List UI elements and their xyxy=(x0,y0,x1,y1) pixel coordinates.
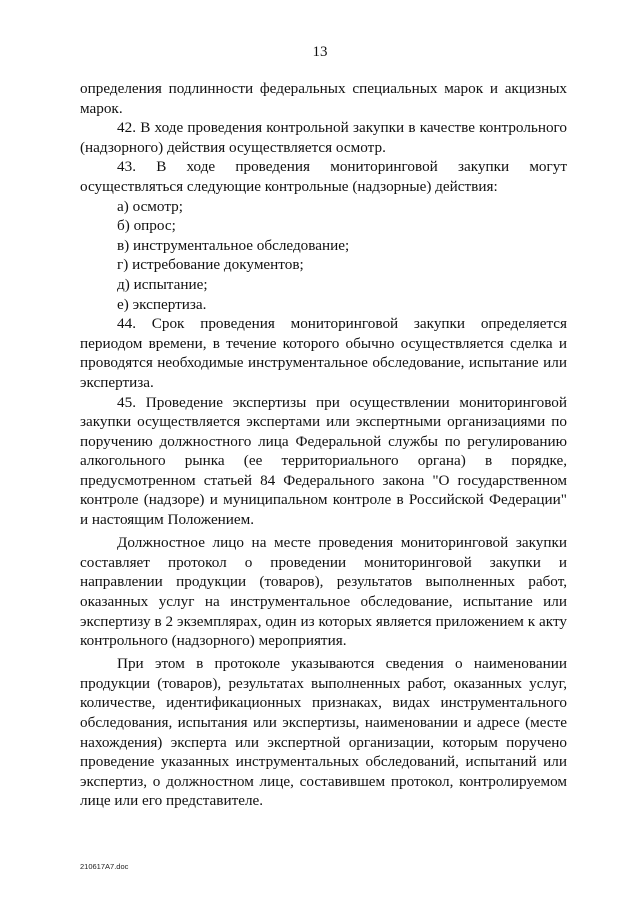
list-item-b: б) опрос; xyxy=(117,217,176,235)
file-name-footer: 210617A7.doc xyxy=(80,862,129,871)
list-item-a: а) осмотр; xyxy=(117,197,183,215)
list-item-v: в) инструментальное обследование; xyxy=(117,236,350,254)
paragraph-44: 44. Срок проведения мониторинговой закупки определяется периодом времени, в течение которого обычно осуществляется сделка и проводятся необходимые инструментальное обследование, испытание или экспертиза. xyxy=(80,315,567,391)
paragraph-protocol-details: При этом в протоколе указываются сведения о наименовании продукции (товаров), результатах выполненных работ, оказанных услуг, количестве, идентификационных признаках, видах инструментального обследования, испытания или экспертизы, наименовании и адресе (месте нахождения) эксперта или экспертной организации, которым поручено проведение указанных инструментальных обследований, испытаний или экспертиз, о должностном лице, составившем протокол, контролируемом лице или его представителе. xyxy=(80,655,567,810)
list-item-g: г) истребование документов; xyxy=(117,256,304,274)
paragraph-42: 42. В ходе проведения контрольной закупки в качестве контрольного (надзорного) действия осуществляется осмотр. xyxy=(80,119,567,156)
paragraph-protocol: Должностное лицо на месте проведения мониторинговой закупки составляет протокол о проведении мониторинговой закупки и направлении продукции (товаров), результатов выполненных работ, оказанных услуг на инструментальное обследование, испытание или экспертизу в 2 экземплярах, один из которых является приложением к акту контрольного (надзорного) мероприятия. xyxy=(80,534,567,650)
paragraph-45: 45. Проведение экспертизы при осуществлении мониторинговой закупки осуществляется экспертами или экспертными организациями по поручению должностного лица Федеральной службы по регулированию алкогольного рынка (ее территориального органа) в порядке, предусмотренном статьей 84 Федерального закона "О государственном контроле (надзоре) и муниципальном контроле в Российской Федерации" и настоящим Положением. xyxy=(80,393,567,529)
list-item-e: е) экспертиза. xyxy=(117,295,207,313)
document-body xyxy=(80,79,567,811)
list-item-d: д) испытание; xyxy=(117,275,208,293)
page-number: 13 xyxy=(312,44,328,60)
paragraph-43: 43. В ходе проведения мониторинговой закупки могут осуществляться следующие контрольные (надзорные) действия: xyxy=(80,158,567,195)
paragraph-continuation: определения подлинности федеральных специальных марок и акцизных марок. xyxy=(80,80,567,117)
